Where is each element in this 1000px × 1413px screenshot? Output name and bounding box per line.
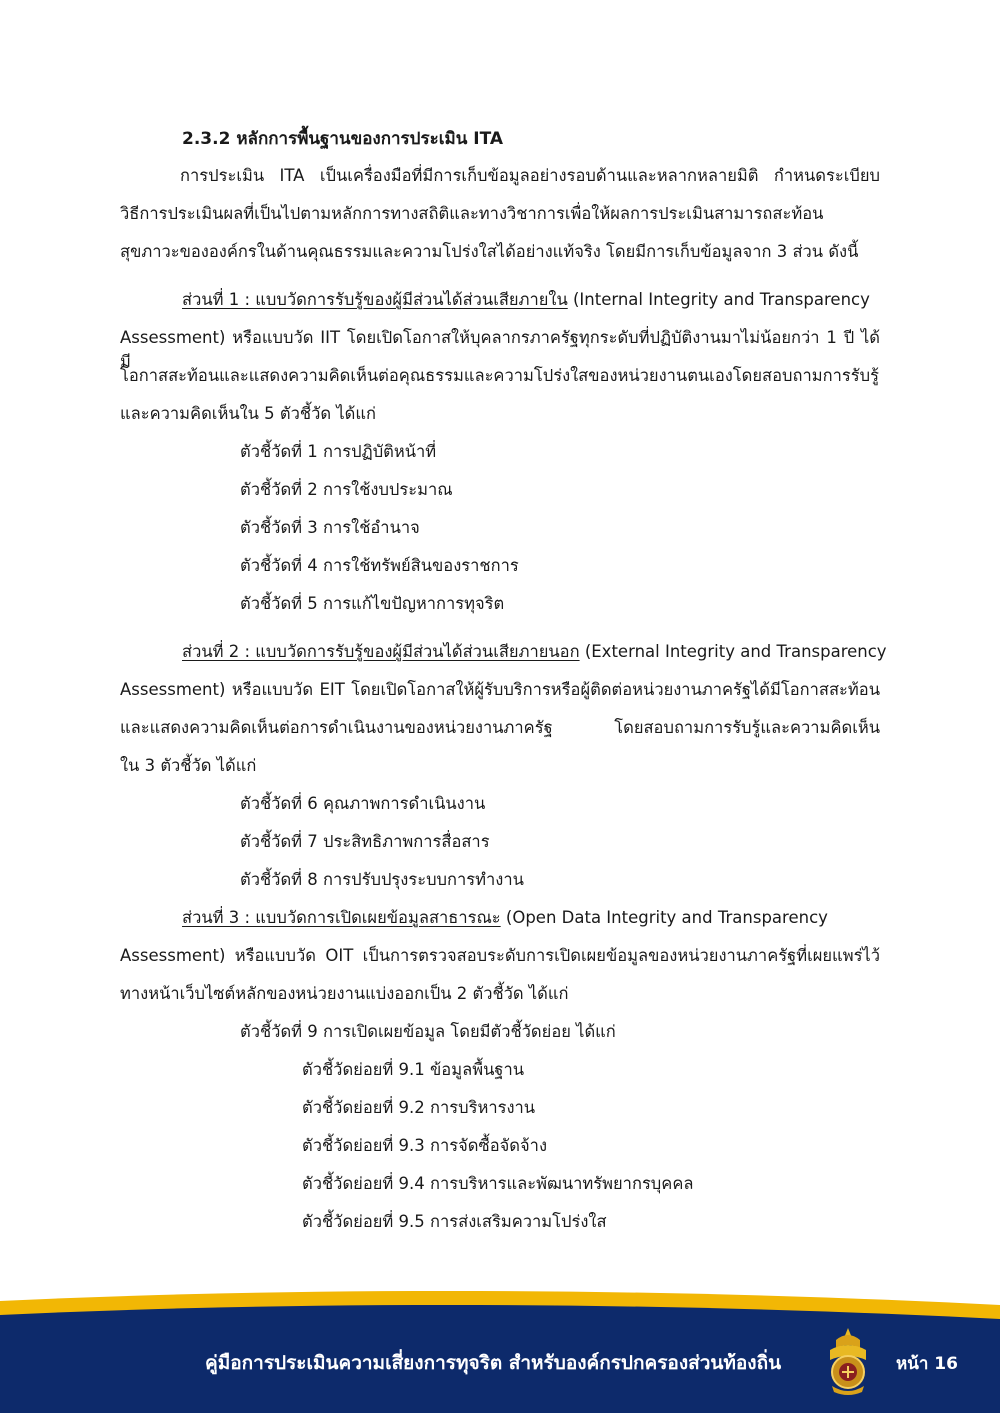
part2-first-line xyxy=(182,640,887,664)
sub-indicator-9-2: ตัวชี้วัดย่อยที่ 9.2 การบริหารงาน xyxy=(302,1098,536,1117)
indicator-1: ตัวชี้วัดที่ 1 การปฏิบัติหน้าที่ xyxy=(240,442,437,461)
footer-title: คู่มือการประเมินความเสี่ยงการทุจริต สำหรับองค์กรปกครองส่วนท้องถิ่น xyxy=(205,1352,782,1374)
sub-indicator-9-4: ตัวชี้วัดย่อยที่ 9.4 การบริหารและพัฒนาทรัพยากรบุคคล xyxy=(302,1174,694,1193)
sub-indicator-9-1: ตัวชี้วัดย่อยที่ 9.1 ข้อมูลพื้นฐาน xyxy=(302,1060,524,1079)
part3-first-line xyxy=(182,906,828,930)
indicator-3: ตัวชี้วัดที่ 3 การใช้อำนาจ xyxy=(240,518,420,537)
part3-line-2: Assessment) หรือแบบวัด OIT เป็นการตรวจสอบระดับการเปิดเผยข้อมูลของหน่วยงานภาครัฐที่เผยแพร่ไว้ xyxy=(120,946,880,965)
intro-line-3: สุขภาวะขององค์กรในด้านคุณธรรมและความโปร่งใสได้อย่างแท้จริง โดยมีการเก็บข้อมูลจาก 3 ส่วน ดังนี้ xyxy=(120,242,859,261)
part1-label: ส่วนที่ 1 : แบบวัดการรับรู้ของผู้มีส่วนได้ส่วนเสียภายใน xyxy=(182,290,568,309)
part1-line-3: โอกาสสะท้อนและแสดงความคิดเห็นต่อคุณธรรมและความโปร่งใสของหน่วยงานตนเองโดยสอบถามการรับรู้ xyxy=(120,366,879,385)
part1-line-2: Assessment) หรือแบบวัด IIT โดยเปิดโอกาสให้บุคลากรภาครัฐทุกระดับที่ปฏิบัติงานมาไม่น้อยกว่า 1 ปี ได้มี xyxy=(120,328,880,371)
intro-line-2: วิธีการประเมินผลที่เป็นไปตามหลักการทางสถิติและทางวิชาการเพื่อให้ผลการประเมินสามารถสะท้อน xyxy=(120,204,824,223)
sub-indicator-9-5: ตัวชี้วัดย่อยที่ 9.5 การส่งเสริมความโปร่งใส xyxy=(302,1212,607,1231)
indicator-9: ตัวชี้วัดที่ 9 การเปิดเผยข้อมูล โดยมีตัวชี้วัดย่อย ได้แก่ xyxy=(240,1022,616,1041)
part1-first-line-rest: (Internal Integrity and Transparency xyxy=(567,290,870,309)
part2-line-4: ใน 3 ตัวชี้วัด ได้แก่ xyxy=(120,756,257,775)
indicator-8: ตัวชี้วัดที่ 8 การปรับปรุงระบบการทำงาน xyxy=(240,870,524,889)
part3-first-line-rest: (Open Data Integrity and Transparency xyxy=(500,908,828,927)
indicator-2: ตัวชี้วัดที่ 2 การใช้งบประมาณ xyxy=(240,480,453,499)
intro-line-1: การประเมิน ITA เป็นเครื่องมือที่มีการเก็บข้อมูลอย่างรอบด้านและหลากหลายมิติ กำหนดระเบียบ xyxy=(180,166,880,185)
part1-first-line xyxy=(182,288,870,312)
section-heading: 2.3.2 หลักการพื้นฐานของการประเมิน ITA xyxy=(182,129,504,149)
part2-line-2: Assessment) หรือแบบวัด EIT โดยเปิดโอกาสให้ผู้รับบริการหรือผู้ติดต่อหน่วยงานภาครัฐได้มีโอกาสสะท้อน xyxy=(120,680,880,699)
sub-indicator-9-3: ตัวชี้วัดย่อยที่ 9.3 การจัดซื้อจัดจ้าง xyxy=(302,1136,547,1155)
part3-label: ส่วนที่ 3 : แบบวัดการเปิดเผยข้อมูลสาธารณะ xyxy=(182,908,501,927)
indicator-7: ตัวชี้วัดที่ 7 ประสิทธิภาพการสื่อสาร xyxy=(240,832,490,851)
part1-line-4: และความคิดเห็นใน 5 ตัวชี้วัด ได้แก่ xyxy=(120,404,376,423)
part2-line-3: และแสดงความคิดเห็นต่อการดำเนินงานของหน่วยงานภาครัฐ โดยสอบถามการรับรู้และความคิดเห็น xyxy=(120,718,880,737)
government-seal-icon xyxy=(822,1326,874,1396)
indicator-4: ตัวชี้วัดที่ 4 การใช้ทรัพย์สินของราชการ xyxy=(240,556,519,575)
indicator-5: ตัวชี้วัดที่ 5 การแก้ไขปัญหาการทุจริต xyxy=(240,594,505,613)
page-number: หน้า 16 xyxy=(896,1354,958,1374)
part3-line-3: ทางหน้าเว็บไซต์หลักของหน่วยงานแบ่งออกเป็น 2 ตัวชี้วัด ได้แก่ xyxy=(120,984,569,1003)
part2-first-line-rest: (External Integrity and Transparency xyxy=(579,642,887,661)
indicator-6: ตัวชี้วัดที่ 6 คุณภาพการดำเนินงาน xyxy=(240,794,486,813)
part2-label: ส่วนที่ 2 : แบบวัดการรับรู้ของผู้มีส่วนได้ส่วนเสียภายนอก xyxy=(182,642,580,661)
